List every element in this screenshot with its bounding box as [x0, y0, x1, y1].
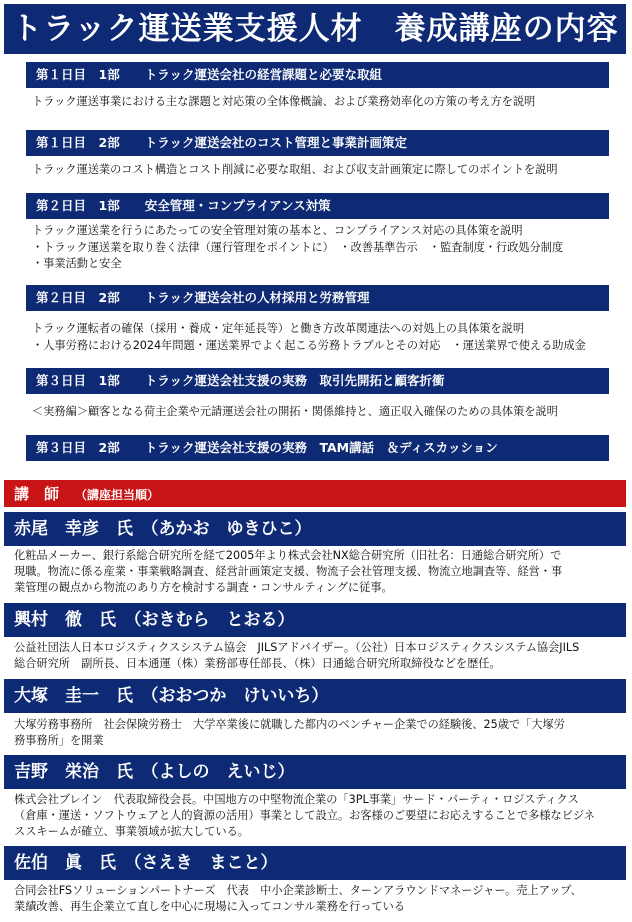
instructor-4-name: 吉野 栄治 氏 （よしの えいじ） — [4, 755, 626, 789]
instructor-1-bio — [14, 548, 620, 596]
session-1-header: 第１日目 1部 トラック運送会社の経営課題と必要な取組 — [26, 62, 609, 88]
instructor-3-bio — [14, 717, 620, 749]
instructor-5-bio-line-1: 合同会社FSソリューションパートナーズ 代表 中小企業診断士、ターンアラウンドマネージャー。売上アップ、 — [14, 884, 582, 897]
instructor-1-bio-line-1: 化粧品メーカー、銀行系総合研究所を経て2005年より株式会社NX総合研究所（旧社名：日通総合研究所）で — [14, 549, 562, 562]
instructor-2-name: 興村 徹 氏 （おきむら とおる） — [4, 603, 626, 637]
instructor-4-bio-line-2: （倉庫・運送・ソフトウェアと人的資源の活用）事業として設立。お客様のご要望にお応えすることで多様なビジネ — [14, 809, 595, 822]
session-5-line-1: ＜実務編＞顧客となる荷主企業や元請運送会社の開拓・関係維持と、適正収入確保のための具体策を説明 — [32, 405, 558, 418]
session-3-description — [32, 223, 622, 273]
session-4-description — [32, 321, 622, 354]
session-5-description — [32, 404, 622, 421]
instructor-4-bio-line-3: ススキームが確立、事業領域が拡大している。 — [14, 825, 249, 838]
lecturers-heading: 講 師 — [14, 485, 60, 503]
session-6-header: 第３日目 2部 トラック運送会社支援の実務 TAM講話 ＆ディスカッション — [26, 435, 609, 461]
instructor-4-bio — [14, 792, 620, 840]
session-5-header: 第３日目 1部 トラック運送会社支援の実務 取引先開拓と顧客折衝 — [26, 368, 609, 394]
instructor-5-name: 佐伯 眞 氏 （さえき まこと） — [4, 846, 626, 880]
session-4-header: 第２日目 2部 トラック運送会社の人材採用と労務管理 — [26, 285, 609, 311]
lecturers-section-bar — [4, 480, 626, 507]
instructor-5-bio-line-2: 業績改善、再生企業立て直しを中心に現場に入ってコンサル業務を行っている — [14, 900, 406, 913]
session-2-line-1: トラック運送業のコスト構造とコスト削減に必要な取組、および収支計画策定に際してのポイントを説明 — [32, 163, 558, 176]
session-4-line-2: ・人事労務における2024年問題・運送業界でよく起こる労務トラブルとその対応 ・運送業界で使える助成金 — [32, 338, 586, 352]
instructor-2-bio — [14, 640, 620, 672]
lecturers-order-note: （講座担当順） — [75, 488, 160, 502]
page-title: トラック運送業支援人材 養成講座の内容 — [4, 4, 626, 54]
instructor-2-bio-line-1: 公益社団法人日本ロジスティクスシステム協会 JILSアドバイザー。（公社）日本ロジスティクスシステム協会JILS — [14, 641, 580, 654]
instructor-3-name: 大塚 圭一 氏 （おおつか けいいち） — [4, 679, 626, 713]
instructor-2-bio-line-2: 総合研究所 副所長、日本通運（株）業務部専任部長、（株）日通総合研究所取締役などを歴任。 — [14, 657, 501, 670]
instructor-1-bio-line-3: 業管理の観点から物流のあり方を検討する調査・コンサルティングに従事。 — [14, 581, 393, 594]
instructor-1-name: 赤尾 幸彦 氏 （あかお ゆきひこ） — [4, 512, 626, 546]
session-1-line-1: トラック運送事業における主な課題と対応策の全体像概論、および業務効率化の方策の考え方を説明 — [32, 95, 536, 108]
session-4-line-1: トラック運転者の確保（採用・養成・定年延長等）と働き方改革関連法への対処上の具体策を説明 — [32, 322, 525, 335]
session-3-line-1: トラック運送業を行うにあたっての安全管理対策の基本と、コンプライアンス対応の具体策を説明 — [32, 224, 523, 237]
session-2-header: 第１日目 2部 トラック運送会社のコスト管理と事業計画策定 — [26, 130, 609, 156]
session-1-description — [32, 94, 622, 111]
session-3-header: 第２日目 1部 安全管理・コンプライアンス対策 — [26, 193, 609, 219]
instructor-3-bio-line-2: 務事務所」を開業 — [14, 734, 104, 747]
instructor-3-bio-line-1: 大塚労務事務所 社会保険労務士 大学卒業後に就職した都内のベンチャー企業での経験後、25歳で「大塚労 — [14, 718, 565, 731]
session-2-description — [32, 162, 622, 179]
session-3-line-2: ・トラック運送業を取り巻く法律（運行管理をポイントに） ・改善基準告示 ・監査制度・行政処分制度 — [32, 240, 564, 254]
session-3-line-3: ・事業活動と安全 — [32, 257, 122, 270]
instructor-1-bio-line-2: 現職。物流に係る産業・事業戦略調査、経営計画策定支援、物流子会社管理支援、物流立地調査等、経営・事 — [14, 565, 563, 578]
instructor-5-bio — [14, 883, 620, 915]
instructor-4-bio-line-1: 株式会社ブレイン 代表取締役会長。中国地方の中堅物流企業の「3PL事業」サード・パーティ・ロジスティクス — [14, 793, 579, 806]
